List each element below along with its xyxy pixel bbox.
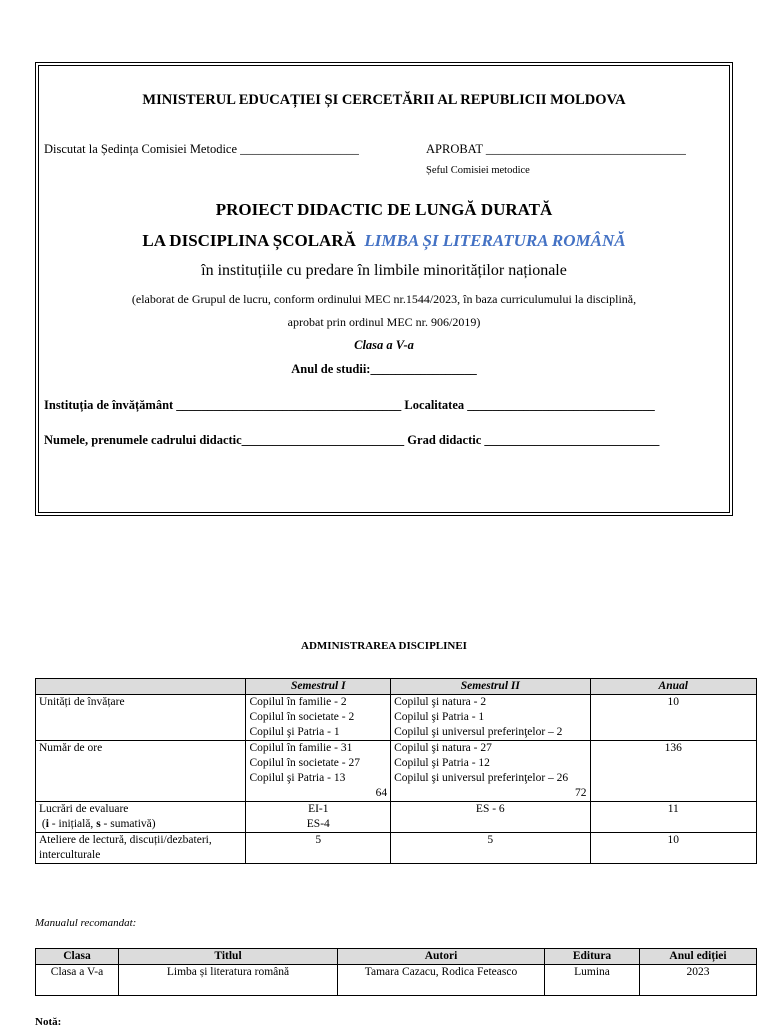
institution-type-subtitle: în instituțiile cu predare în limbile minorităților naționale xyxy=(201,262,567,279)
elaboration-note-line1: (elaborat de Grupul de lucru, conform ordinului MEC nr.1544/2023, în baza curriculumului la disciplină, xyxy=(131,292,637,306)
list-item: Copilul şi Patria - 12 xyxy=(394,757,490,769)
title-page-frame xyxy=(35,62,733,516)
annual-cell: 11 xyxy=(590,802,756,833)
list-item: Copilul în societate - 2 xyxy=(249,711,355,723)
manual-cell: Clasa a V-a xyxy=(36,965,119,996)
manual-label: Manualul recomandat: xyxy=(35,917,137,929)
row-label: Ateliere de lectură, discuții/dezbateri, interculturale xyxy=(36,833,246,864)
row-label-text: Lucrări de evaluare xyxy=(39,803,129,815)
header-cell: Clasa xyxy=(36,949,119,965)
header-cell: Anul ediției xyxy=(640,949,757,965)
discipline-subject: LIMBA ȘI LITERATURA ROMÂNĂ xyxy=(364,231,626,250)
nota-label: Notă: xyxy=(35,1016,62,1028)
annual-cell: 10 xyxy=(590,695,756,741)
list-item: EI-1 xyxy=(308,803,329,815)
sem2-total: 72 xyxy=(575,787,587,799)
elaboration-note-line2: aprobat prin ordinul MEC nr. 906/2019) xyxy=(287,315,481,329)
administration-table xyxy=(35,678,757,864)
row-label: Unități de învățare xyxy=(36,695,246,741)
institution-field: Instituția de învățământ ____________________________________ Localitatea ______________________________ xyxy=(44,398,655,412)
table-row xyxy=(36,802,757,833)
manual-cell: 2023 xyxy=(640,965,757,996)
discutat-line: Discutat la Ședința Comisiei Metodice ___________________ xyxy=(44,142,359,156)
sem1-cell: 5 xyxy=(246,833,391,864)
class-label: Clasa a V-a xyxy=(354,338,414,352)
header-cell: Semestrul II xyxy=(391,679,590,695)
ministry-heading: MINISTERUL EDUCAȚIEI ȘI CERCETĂRII AL REPUBLICII MOLDOVA xyxy=(142,92,626,108)
list-item: Copilul şi natura - 27 xyxy=(394,742,492,754)
sem1-cell xyxy=(246,741,391,802)
table-header-row xyxy=(36,679,757,695)
note-bold: s xyxy=(96,818,101,830)
project-title: PROIECT DIDACTIC DE LUNGĂ DURATĂ xyxy=(215,200,553,219)
list-item: Copilul şi Patria - 1 xyxy=(394,711,485,723)
manual-table xyxy=(35,948,757,996)
list-item: Copilul în familie - 31 xyxy=(249,742,353,754)
aprobat-line: APROBAT ________________________________ xyxy=(426,142,686,156)
manual-cell: Lumina xyxy=(545,965,640,996)
table-row xyxy=(36,741,757,802)
administration-title: ADMINISTRAREA DISCIPLINEI xyxy=(301,640,467,652)
discipline-title xyxy=(39,231,729,251)
sem2-cell xyxy=(391,741,590,802)
manual-cell: Limba și literatura română xyxy=(119,965,338,996)
sem2-cell: 5 xyxy=(391,833,590,864)
list-item: Copilul în societate - 27 xyxy=(249,757,360,769)
list-item: Copilul şi universul preferinţelor – 26 xyxy=(394,772,569,784)
header-cell xyxy=(36,679,246,695)
list-item: Copilul şi natura - 2 xyxy=(394,696,487,708)
list-item: Copilul şi Patria - 13 xyxy=(249,772,346,784)
header-cell: Autori xyxy=(338,949,545,965)
table-row xyxy=(36,965,757,996)
list-item: Copilul şi Patria - 1 xyxy=(249,726,340,738)
header-cell: Titlul xyxy=(119,949,338,965)
sem2-cell xyxy=(391,695,590,741)
sem1-cell xyxy=(246,695,391,741)
row-label-note xyxy=(39,817,242,832)
note-bold: i xyxy=(45,818,49,830)
table-row xyxy=(36,833,757,864)
list-item: Copilul în familie - 2 xyxy=(249,696,347,708)
annual-cell: 136 xyxy=(590,741,756,802)
table-row xyxy=(36,695,757,741)
teacher-name-field: Numele, prenumele cadrului didactic__________________________ Grad didactic ____________________________ xyxy=(44,433,660,447)
sem1-total: 64 xyxy=(375,787,388,799)
table-header-row xyxy=(36,949,757,965)
sem2-cell: ES - 6 xyxy=(391,802,590,833)
study-year-field: Anul de studii:_________________ xyxy=(291,362,477,376)
annual-cell: 10 xyxy=(590,833,756,864)
header-cell: Semestrul I xyxy=(246,679,391,695)
note-text: - inițială, xyxy=(48,818,97,830)
manual-cell: Tamara Cazacu, Rodica Feteasco xyxy=(338,965,545,996)
note-text: ( xyxy=(41,818,46,830)
discipline-prefix: LA DISCIPLINA ȘCOLARĂ xyxy=(142,231,356,250)
row-label: Număr de ore xyxy=(36,741,246,802)
note-text: - sumativă) xyxy=(100,818,156,830)
row-label xyxy=(36,802,246,833)
header-cell: Editura xyxy=(545,949,640,965)
list-item: Copilul şi universul preferinţelor – 2 xyxy=(394,726,563,738)
seful-comisiei-label: Șeful Comisiei metodice xyxy=(426,165,530,176)
sem1-cell xyxy=(246,802,391,833)
header-cell: Anual xyxy=(590,679,756,695)
list-item: ES-4 xyxy=(306,818,330,830)
